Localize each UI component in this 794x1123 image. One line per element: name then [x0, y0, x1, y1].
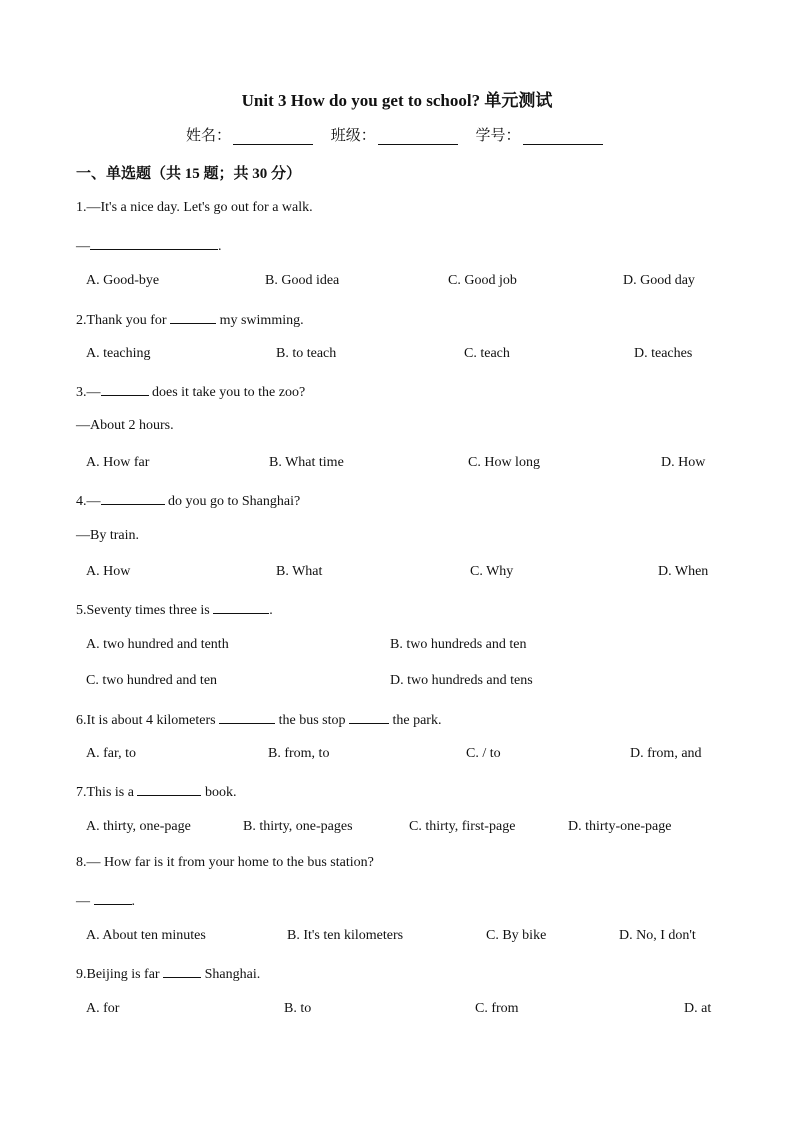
section-title: 一、单选题（共 15 题；共 30 分） [76, 166, 302, 182]
class-label: 班级： [330, 128, 376, 144]
question-8-reply [76, 891, 135, 910]
option-d[interactable]: D. When [658, 564, 709, 579]
option-b[interactable]: B. two hundreds and ten [390, 637, 527, 652]
answer-blank[interactable] [137, 782, 201, 796]
stem-text: 6.It is about 4 kilometers [76, 713, 216, 728]
option-b[interactable]: B. What [276, 564, 323, 579]
page-title: Unit 3 How do you get to school? 单元测试 [241, 91, 553, 110]
answer-blank[interactable] [219, 710, 275, 724]
stem-text: 3.— [76, 385, 101, 400]
name-label: 姓名： [186, 128, 232, 144]
question-4-reply: —By train. [76, 528, 139, 543]
class-field [331, 124, 458, 145]
question-8-stem: 8.— How far is it from your home to the bus station? [76, 855, 374, 870]
option-b[interactable]: B. It's ten kilometers [287, 928, 404, 943]
option-c[interactable]: C. / to [466, 746, 501, 761]
number-blank[interactable] [523, 129, 603, 145]
question-6-stem [76, 710, 441, 729]
question-3-stem [76, 382, 305, 401]
option-d[interactable]: D. No, I don't [619, 928, 696, 943]
answer-blank[interactable] [90, 236, 218, 250]
option-a[interactable]: A. for [86, 1001, 120, 1016]
answer-blank[interactable] [101, 382, 149, 396]
stem-text: 4.— [76, 494, 101, 509]
stem-text: . [131, 894, 135, 909]
option-c[interactable]: C. By bike [486, 928, 547, 943]
option-d[interactable]: D. from, and [630, 746, 702, 761]
option-a[interactable]: A. far, to [86, 746, 136, 761]
answer-blank[interactable] [163, 964, 201, 978]
stem-text: 5.Seventy times three is [76, 603, 210, 618]
question-4-stem [76, 491, 300, 510]
option-b[interactable]: B. thirty, one-pages [243, 819, 353, 834]
stem-text: do you go to Shanghai? [168, 494, 301, 509]
number-label: 学号： [475, 128, 521, 144]
question-1-reply: — . [76, 236, 222, 255]
option-d[interactable]: D. thirty-one-page [568, 819, 672, 834]
option-c[interactable]: C. from [475, 1001, 519, 1016]
stem-text: does it take you to the zoo? [152, 385, 306, 400]
question-2-stem [76, 310, 304, 329]
question-3-reply: —About 2 hours. [76, 418, 174, 433]
option-d[interactable]: D. How [661, 455, 706, 470]
reply-dash: — [76, 894, 90, 909]
stem-text: 9.Beijing is far [76, 967, 160, 982]
option-d[interactable]: D. two hundreds and tens [390, 673, 533, 688]
answer-blank[interactable] [213, 600, 269, 614]
stem-text: Shanghai. [204, 967, 261, 982]
stem-text: my swimming. [219, 313, 304, 328]
reply-dash: — [76, 239, 90, 254]
question-5-stem [76, 600, 273, 619]
number-field [476, 124, 603, 145]
option-a[interactable]: A. How [86, 564, 131, 579]
stem-text: the park. [392, 713, 442, 728]
class-blank[interactable] [378, 129, 458, 145]
option-b[interactable]: B. to [284, 1001, 312, 1016]
answer-blank[interactable] [94, 891, 132, 905]
option-a[interactable]: A. About ten minutes [86, 928, 206, 943]
student-info-row [186, 124, 646, 145]
option-c[interactable]: C. Why [470, 564, 514, 579]
stem-text: . [269, 603, 273, 618]
option-c[interactable]: C. How long [468, 455, 540, 470]
option-a[interactable]: A. How far [86, 455, 150, 470]
option-d[interactable]: D. teaches [634, 346, 693, 361]
option-c[interactable]: C. teach [464, 346, 510, 361]
question-1-stem: 1.—It's a nice day. Let's go out for a walk. [76, 200, 313, 215]
name-blank[interactable] [233, 129, 313, 145]
answer-blank[interactable] [349, 710, 389, 724]
stem-text: book. [204, 785, 237, 800]
option-b[interactable]: B. What time [269, 455, 344, 470]
option-c[interactable]: C. Good job [448, 273, 517, 288]
option-b[interactable]: B. Good idea [265, 273, 340, 288]
question-7-stem [76, 782, 236, 801]
option-a[interactable]: A. Good-bye [86, 273, 160, 288]
option-b[interactable]: B. from, to [268, 746, 330, 761]
stem-text: 7.This is a [76, 785, 134, 800]
option-d[interactable]: D. at [684, 1001, 712, 1016]
option-a[interactable]: A. two hundred and tenth [86, 637, 229, 652]
answer-blank[interactable] [101, 491, 165, 505]
question-9-stem [76, 964, 260, 983]
option-c[interactable]: C. thirty, first-page [409, 819, 516, 834]
stem-text: the bus stop [278, 713, 346, 728]
option-a[interactable]: A. thirty, one-page [86, 819, 191, 834]
name-field [186, 124, 313, 145]
option-c[interactable]: C. two hundred and ten [86, 673, 218, 688]
option-d[interactable]: D. Good day [623, 273, 695, 288]
answer-blank[interactable] [170, 310, 216, 324]
option-b[interactable]: B. to teach [276, 346, 337, 361]
option-a[interactable]: A. teaching [86, 346, 151, 361]
stem-text: 2.Thank you for [76, 313, 167, 328]
